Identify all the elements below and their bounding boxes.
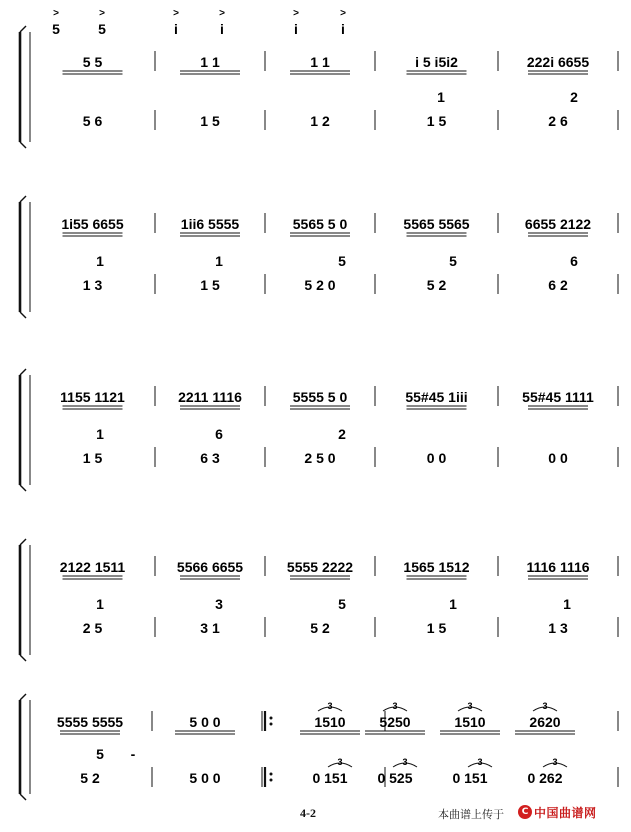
bottom-measure-notes: 5 2 xyxy=(426,277,447,293)
harmony-note: 2 xyxy=(570,89,578,105)
bottom-measure-notes: 0 151 xyxy=(312,770,348,786)
upper-note: i xyxy=(174,21,178,37)
triplet-number: 3 xyxy=(477,757,483,767)
top-measure-notes: 5250 xyxy=(379,714,411,730)
bracket-bottom-hook xyxy=(20,312,26,318)
bracket-bottom-hook xyxy=(20,655,26,661)
bottom-measure-notes: 1 5 xyxy=(200,277,220,293)
top-measure-notes: 2620 xyxy=(529,714,561,730)
top-measure-notes: 1565 1512 xyxy=(403,559,470,575)
bottom-measure-notes: 2 5 xyxy=(82,620,103,636)
upper-note: i xyxy=(294,21,298,37)
top-measure-notes: i 5 i5i2 xyxy=(415,54,458,70)
harmony-note: 2 xyxy=(338,426,346,442)
top-measure-notes: 5555 5 0 xyxy=(292,389,348,405)
bottom-measure-notes: 1 3 xyxy=(548,620,568,636)
accent-mark: > xyxy=(293,8,299,19)
harmony-note: 1 xyxy=(215,253,223,269)
triplet-number: 3 xyxy=(337,757,343,767)
bracket-top-hook xyxy=(20,26,26,32)
harmony-note: 1 xyxy=(96,253,104,269)
bottom-measure-notes: 1 5 xyxy=(200,113,220,129)
bottom-measure-notes: 5 0 0 xyxy=(189,770,221,786)
upper-note: i xyxy=(341,21,345,37)
top-measure-notes: 222i 6655 xyxy=(526,54,590,70)
top-measure-notes: 5555 2222 xyxy=(286,559,354,575)
triplet-number: 3 xyxy=(552,757,558,767)
bracket-top-hook xyxy=(20,539,26,545)
top-measure-notes: 2211 1116 xyxy=(178,389,242,405)
harmony-note: 1 xyxy=(96,596,104,612)
top-measure-notes: 5 0 0 xyxy=(189,714,221,730)
page-number: 4-2 xyxy=(300,806,316,820)
harmony-note: 5 xyxy=(338,253,346,269)
bottom-measure-notes: 6 3 xyxy=(200,450,220,466)
bottom-measure-notes: 6 2 xyxy=(548,277,568,293)
triplet-number: 3 xyxy=(542,701,548,711)
bottom-measure-notes: 0 262 xyxy=(527,770,563,786)
harmony-note: - xyxy=(130,746,136,762)
bottom-measure-notes: 2 6 xyxy=(548,113,568,129)
repeat-dot xyxy=(270,773,273,776)
triplet-number: 3 xyxy=(392,701,398,711)
top-measure-notes: 6655 2122 xyxy=(524,216,592,232)
top-measure-notes: 55#45 1iii xyxy=(405,389,468,405)
bottom-measure-notes: 1 5 xyxy=(426,620,447,636)
bottom-measure-notes: 5 2 xyxy=(80,770,100,786)
top-measure-notes: 5555 5555 xyxy=(56,714,124,730)
bottom-measure-notes: 1 3 xyxy=(82,277,103,293)
top-measure-notes: 1116 1116 xyxy=(526,559,590,575)
harmony-note: 6 xyxy=(570,253,578,269)
triplet-number: 3 xyxy=(402,757,408,767)
top-measure-notes: 1510 xyxy=(314,714,346,730)
harmony-note: 1 xyxy=(96,426,104,442)
bottom-measure-notes: 0 151 xyxy=(452,770,488,786)
bottom-measure-notes: 5 2 0 xyxy=(304,277,336,293)
bottom-measure-notes: 0 0 xyxy=(548,450,568,466)
harmony-note: 5 xyxy=(96,746,104,762)
upper-note: i xyxy=(220,21,224,37)
accent-mark: > xyxy=(219,8,225,19)
bottom-measure-notes: 5 2 xyxy=(310,620,330,636)
bracket-bottom-hook xyxy=(20,142,26,148)
harmony-note: 1 xyxy=(449,596,457,612)
harmony-note: 5 xyxy=(338,596,346,612)
harmony-note: 5 xyxy=(449,253,457,269)
accent-mark: > xyxy=(99,8,105,19)
top-measure-notes: 1ii6 5555 xyxy=(180,216,240,232)
bracket-top-hook xyxy=(20,196,26,202)
bracket-bottom-hook xyxy=(20,794,26,800)
bottom-measure-notes: 1 2 xyxy=(310,113,330,129)
bracket-bottom-hook xyxy=(20,485,26,491)
top-measure-notes: 5566 6655 xyxy=(176,559,244,575)
repeat-dot xyxy=(270,723,273,726)
top-measure-notes: 1 1 xyxy=(310,54,330,70)
accent-mark: > xyxy=(173,8,179,19)
top-measure-notes: 55#45 1111 xyxy=(522,389,594,405)
logo-icon: C xyxy=(518,805,532,819)
harmony-note: 1 xyxy=(563,596,571,612)
bottom-measure-notes: 3 1 xyxy=(200,620,220,636)
accent-mark: > xyxy=(53,8,59,19)
site-logo xyxy=(518,802,628,822)
bracket-top-hook xyxy=(20,369,26,375)
bottom-measure-notes: 5 6 xyxy=(82,113,103,129)
top-measure-notes: 1510 xyxy=(454,714,486,730)
triplet-number: 3 xyxy=(327,701,333,711)
bottom-measure-notes: 1 5 xyxy=(426,113,447,129)
upper-note: 5 xyxy=(98,21,106,37)
top-measure-notes: 5 5 xyxy=(82,54,103,70)
top-measure-notes: 1155 1121 xyxy=(60,389,125,405)
bottom-measure-notes: 0 0 xyxy=(426,450,447,466)
bottom-measure-notes: 2 5 0 xyxy=(304,450,336,466)
accent-mark: > xyxy=(340,8,346,19)
top-measure-notes: 5565 5565 xyxy=(403,216,470,232)
top-measure-notes: 2122 1511 xyxy=(59,559,126,575)
triplet-number: 3 xyxy=(467,701,473,711)
top-measure-notes: 1i55 6655 xyxy=(61,216,124,232)
harmony-note: 6 xyxy=(215,426,223,442)
repeat-dot xyxy=(270,717,273,720)
top-measure-notes: 1 1 xyxy=(200,54,220,70)
harmony-note: 1 xyxy=(437,89,445,105)
upper-note: 5 xyxy=(52,21,60,37)
bottom-measure-notes: 1 5 xyxy=(82,450,103,466)
bracket-top-hook xyxy=(20,694,26,700)
harmony-note: 3 xyxy=(215,596,223,612)
logo-text: 中国曲谱网 xyxy=(534,805,597,820)
repeat-dot xyxy=(270,779,273,782)
upload-note: 本曲谱上传于 xyxy=(438,808,504,821)
bottom-measure-notes: 0 525 xyxy=(377,770,413,786)
top-measure-notes: 5565 5 0 xyxy=(292,216,348,232)
